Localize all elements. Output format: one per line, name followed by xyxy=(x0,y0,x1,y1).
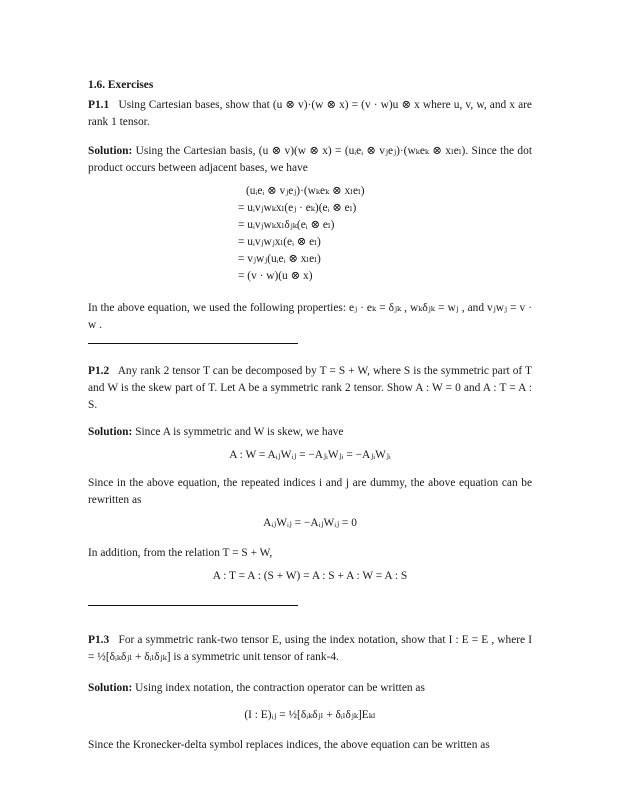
equation-line: (uᵢeᵢ ⊗ vⱼeⱼ)·(wₖeₖ ⊗ xₗeₗ) xyxy=(246,185,365,197)
properties-paragraph: In the above equation, we used the following properties: eⱼ · eₖ = δⱼₖ , wₖδⱼₖ = wⱼ , and vⱼwⱼ = v · w . xyxy=(88,302,532,331)
solution-p1-3 xyxy=(88,680,532,697)
equation-line: (I : E)ᵢⱼ = ½[δᵢₖδⱼₗ + δᵢₗδⱼₖ]Eₖₗ xyxy=(244,709,376,721)
solution-text: Using the Cartesian basis, (u ⊗ v)(w ⊗ x) = (uᵢeᵢ ⊗ vⱼeⱼ)·(wₖeₖ ⊗ xₗeₗ). Since the dot product occurs between adjacent bases, we have xyxy=(88,145,532,174)
solution-text: Since A is symmetric and W is skew, we have xyxy=(135,426,344,438)
problem-label: P1.2 xyxy=(88,365,110,377)
problem-label: P1.3 xyxy=(88,634,110,646)
equation-line: = uᵢvⱼwₖxₗ(eⱼ · eₖ)(eᵢ ⊗ eₗ) xyxy=(238,202,357,214)
section-title: 1.6. Exercises xyxy=(88,79,154,91)
solution-label: Solution: xyxy=(88,145,133,157)
dummy-indices-paragraph: Since in the above equation, the repeated indices i and j are dummy, the above equation can be rewritten as xyxy=(88,477,532,506)
solution-label: Solution: xyxy=(88,426,133,438)
equation-line: = (v · w)(u ⊗ x) xyxy=(238,270,313,282)
equation-line: = vⱼwⱼ(uᵢeᵢ ⊗ xₗeₗ) xyxy=(238,253,321,265)
equation-line: = uᵢvⱼwⱼxₗ(eᵢ ⊗ eₗ) xyxy=(238,236,321,248)
equation-line: A : W = AᵢⱼWᵢⱼ = −AⱼᵢWⱼᵢ = −AⱼᵢWⱼᵢ xyxy=(229,449,391,461)
problem-p1-3 xyxy=(88,632,532,666)
solution-label: Solution: xyxy=(88,682,133,694)
section-divider xyxy=(88,343,298,344)
section-divider xyxy=(88,605,298,606)
solution-text: Using index notation, the contraction operator can be written as xyxy=(135,682,425,694)
problem-statement: Any rank 2 tensor T can be decomposed by T = S + W, where S is the symmetric part of T and W is the skew part of T. Let A be a symmetric rank 2 tensor. Show A : W = 0 and A : T = A : S. xyxy=(88,365,532,411)
problem-p1-2 xyxy=(88,363,532,414)
solution-p1-1 xyxy=(88,143,532,177)
equation-line: A : T = A : (S + W) = A : S + A : W = A : S xyxy=(212,570,408,582)
problem-statement: For a symmetric rank-two tensor E, using the index notation, show that I : E = E , where I = ½[δᵢₖδⱼₗ + δᵢₗδⱼₖ] is a symmetric unit tensor of rank-4. xyxy=(88,634,533,663)
problem-statement: Using Cartesian bases, show that (u ⊗ v)·(w ⊗ x) = (v · w)u ⊗ x where u, v, w, and x are rank 1 tensor. xyxy=(88,99,532,128)
solution-p1-2 xyxy=(88,424,532,441)
problem-p1-1 xyxy=(88,97,532,131)
relation-paragraph: In addition, from the relation T = S + W, xyxy=(88,547,273,559)
equation-line: AᵢⱼWᵢⱼ = −AᵢⱼWᵢⱼ = 0 xyxy=(263,517,357,529)
kronecker-paragraph: Since the Kronecker-delta symbol replaces indices, the above equation can be written as xyxy=(88,739,490,751)
problem-label: P1.1 xyxy=(88,99,110,111)
equation-line: = uᵢvⱼwₖxₗδⱼₖ(eᵢ ⊗ eₗ) xyxy=(238,219,335,231)
